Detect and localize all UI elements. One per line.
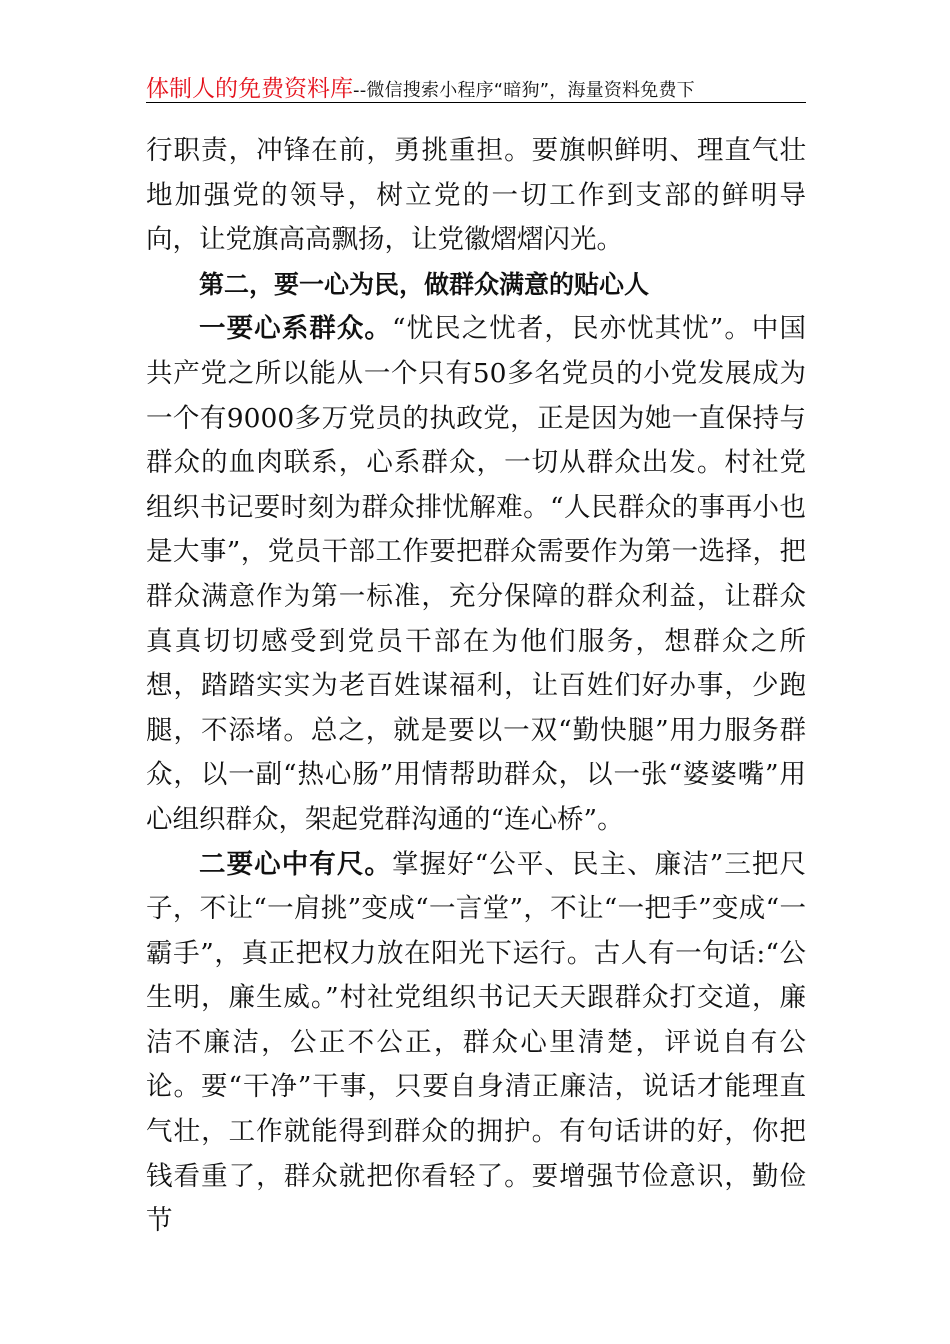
header-tagline: --微信搜索小程序“暗狗”，海量资料免费下 [353,80,695,101]
paragraph-continuation: 行职责，冲锋在前，勇挑重担。要旗帜鲜明、理直气壮地加强党的领导，树立党的一切工作到支部的鲜明导向，让党旗高高飘扬，让党徽熠熠闪光。 [146,135,806,256]
header-brand: 体制人的免费资料库 [146,76,353,102]
document-body [146,129,806,1244]
point-2-text: 掌握好“公平、民主、廉洁”三把尺子，不让“一肩挑”变成“一言堂”，不让“一把手”变成“一霸手”，真正把权力放在阳光下运行。古人有一句话:“公生明，廉生威。”村社党组织书记天天跟群众打交道，廉洁不廉洁，公正不公正，群众心里清楚，评说自有公论。要“干净”干事，只要自身清正廉洁，说话才能理直气壮，工作就能得到群众的拥护。有句话讲的好，你把钱看重了，群众就把你看轻了。要增强节俭意识，勤俭节 [146,848,806,1237]
paragraph-point-2 [146,843,806,1244]
page-header [146,70,806,103]
point-1-lead: 一要心系群众。 [199,313,392,345]
section-heading: 第二，要一心为民，做群众满意的贴心人 [199,269,650,299]
point-1-text: “忧民之忧者，民亦忧其忧”。中国共产党之所以能从一个只有50多名党员的小党发展成为一个有9000多万党员的执政党，正是因为她一直保持与群众的血肉联系，心系群众，一切从群众出发。村社党组织书记要时刻为群众排忧解难。“人民群众的事再小也是大事”，党员干部工作要把群众需要作为第一选择，把群众满意作为第一标准，充分保障的群众利益，让群众真真切切感受到党员干部在为他们服务，想群众之所想，踏踏实实为老百姓谋福利，让百姓们好办事，少跑腿，不添堵。总之，就是要以一双“勤快腿”用力服务群众，以一副“热心肠”用情帮助群众，以一张“婆婆嘴”用心组织群众，架起党群沟通的“连心桥”。 [146,313,806,835]
point-2-lead: 二要心中有尺。 [199,848,392,880]
paragraph-point-1 [146,307,806,842]
